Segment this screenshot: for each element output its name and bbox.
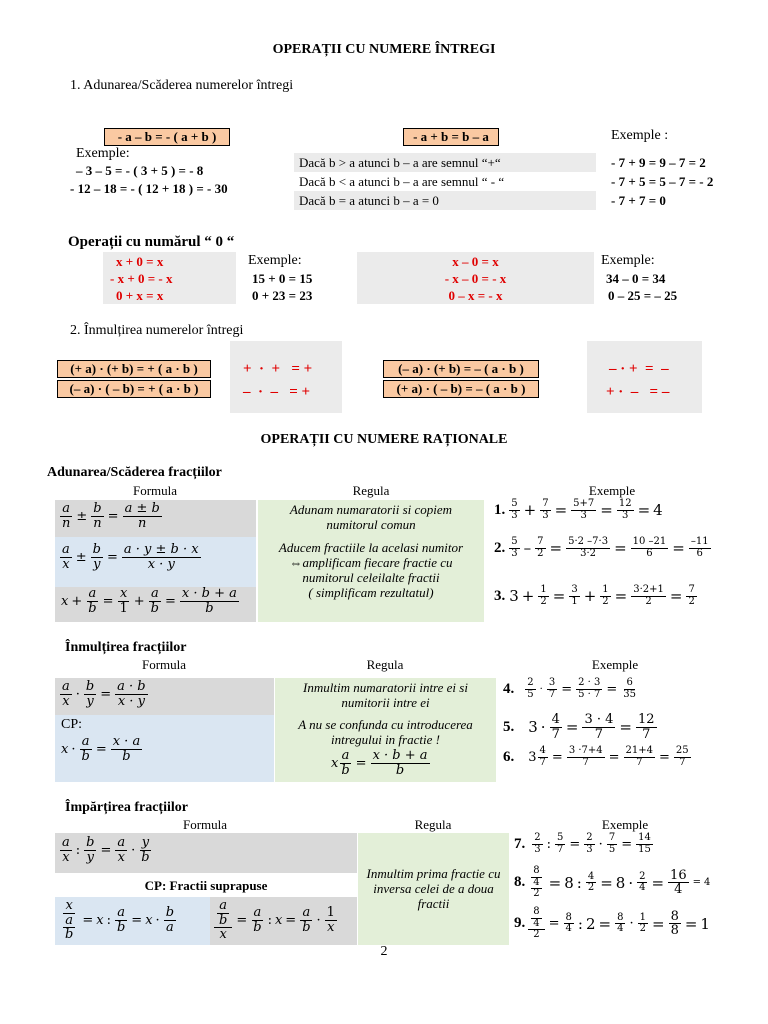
case-row: Dacă b > a atunci b – a are semnul “+“ [294,153,596,172]
sign-rule: – · – = + [243,384,311,400]
formula-cell: CP: x · $\frac{a}{b}$ = $\frac{x \cdot a}{b}$ [55,715,274,782]
section-heading-add-sub: 1. Adunarea/Scăderea numerelor întregi [70,78,294,93]
example-number: 1. [494,501,506,518]
example-2: 2. 5 3 – $\frac{7}{2}$ = $\frac{5\cdot 2 -7\cdot 3}{3\cdot 2}$ = $\frac{10 -21}{6}$ = $\frac{-11}{6}$ [494,536,709,559]
sign-rule: + · – = – [606,384,670,400]
example-number: 6. [503,748,515,765]
example-1: 1. 5 3 + $\frac{7}{3}$ = $\frac{5+7}{3}$ = $\frac{12}{3}$ = 4 [494,498,663,521]
exemple-col-header: Exemple [588,483,636,498]
rule-cell [258,500,484,537]
example-number: 4. [503,680,515,697]
example-line: - 12 – 18 = - ( 12 + 18 ) = - 30 [70,181,228,196]
example-number: 3. [494,587,506,604]
add-fractions-heading: Adunarea/Scăderea fracțiilor [47,465,222,480]
zero-rule: 0 – x = - x [448,288,503,303]
rule-box-neg-a-minus-b: - a – b = - ( a + b ) [104,128,230,146]
formula-cell: x + $\frac{a}{b}$ = $\frac{x}{1}$ + $\frac{a}{b}$ = $\frac{x \cdot b + a}{b}$ [55,587,256,622]
exemple-col-header: Exemple [591,657,639,672]
formula-cell: a n ± $\frac{b}{n}$ = $\frac{a \pm b}{n}$ [55,500,256,537]
rule-text: ⇔amplificam fiecare fractie cu numitorul celeilalte fractii [289,555,453,585]
mul-fractions-heading: Înmulțirea fracțiilor [65,640,187,655]
example-number: 9. [514,915,526,932]
example-8: 8. $\frac{8}{\frac{4}{2}}$ = 8 : $\frac{4}{2}$ = 8 · $\frac{2}{4}$ = $\frac{16}{4}$ = 4 [514,865,711,899]
page-title: OPERAȚII CU NUMERE ÎNTREGI [272,42,496,57]
formula-cell: $\frac{x}{\frac{a}{b}}$ = x : $\frac{a}{b}$ = x · b a [55,897,210,945]
case-row: Dacă b = a atunci b – a = 0 [294,191,596,210]
exemple-label: Exemple: [76,146,130,161]
case-row: Dacă b < a atunci b – a are semnul “ - “ [299,174,505,189]
exemple-label: Exemple: [248,253,302,268]
page-number: 2 [380,944,388,959]
example-line: 15 + 0 = 15 [252,271,313,286]
regula-col-header: Regula [366,657,404,672]
example-number: 8. [514,874,526,891]
rule-text: A nu se confunda cu introducerea intregului in fractie ! [298,717,473,747]
cp-fractions-label: CP: Fractii suprapuse [144,878,268,893]
example-number: 7. [514,835,526,852]
zero-rule: - x + 0 = - x [110,271,173,286]
rule-text: Aducem fractiile la acelasi numitor [278,540,464,555]
example-5: 5. 3 · $\frac{4}{7}$ = $\frac{3 \cdot 4}{7}$ = $\frac{12}{7}$ [503,712,655,742]
rule-cell [275,678,496,715]
example-4: 4. 2 5 · $\frac{3}{7}$ = $\frac{2 \cdot 3}{5 \cdot 7}$ = $\frac{6}{35}$ [503,677,636,700]
example-line: 34 – 0 = 34 [606,271,666,286]
rule-text: Inmultim numaratorii intre ei si numitorii intre ei [303,680,468,710]
example-number: 2. [494,539,506,556]
sign-rule: + · + = + [243,361,313,377]
section-title-rational: OPERAȚII CU NUMERE RAȚIONALE [260,432,508,447]
zero-rule: x + 0 = x [116,254,164,269]
zero-rule: 0 + x = x [116,288,164,303]
formula-cell: $\frac{\frac{a}{b}}{x}$ = $\frac{a}{b}$ : x = $\frac{a}{b}$ · 1 x [210,897,357,945]
rule-text: ( simplificam rezultatul) [308,585,434,600]
zero-rule: - x – 0 = - x [444,271,507,286]
exemple-label: Exemple : [611,128,669,143]
example-7: 7. 2 3 : $\frac{5}{7}$ = $\frac{2}{3}$ · $\frac{7}{5}$ = $\frac{14}{15}$ [514,832,651,855]
regula-col-header: Regula [352,483,390,498]
mul-rule-box: (+ a) · (+ b) = + ( a · b ) [57,360,211,378]
formula-cell: a x · $\frac{b}{y}$ = $\frac{a \cdot b}{x \cdot y}$ [55,678,274,715]
exemple-label: Exemple: [601,253,655,268]
formula-cell: a x : $\frac{b}{y}$ = $\frac{a}{x}$ · y b [55,833,357,873]
rule-text: Inmultim prima fractie cu inversa celei de a doua fractii [366,866,501,911]
mul-rule-box: (– a) · ( – b) = + ( a · b ) [57,380,211,398]
example-3: 3. 3 + $\frac{1}{2}$ = $\frac{3}{1}$ + $\frac{1}{2}$ = $\frac{3\cdot 2+1}{2}$ = $\frac{7}{2}$ [494,584,695,607]
example-6: 6. 3 $\frac{4}{7}$ = $\frac{3 \cdot 7+4}{7}$ = $\frac{21+4}{7}$ = $\frac{25}{7}$ [503,745,689,768]
example-9: 9. $\frac{\frac{8}{4}}{2}$ = $\frac{8}{4}$ : 2 = $\frac{8}{4}$ · $\frac{1}{2}$ = $\frac{8}{8}$ = 1 [514,906,710,940]
case-example: - 7 + 9 = 9 – 7 = 2 [611,155,706,170]
example-number: 5. [503,718,515,735]
example-line: – 3 – 5 = - ( 3 + 5 ) = - 8 [76,163,204,178]
formula-col-header: Formula [141,657,187,672]
div-fractions-heading: Împărțirea fracțiilor [65,800,188,815]
rule-cell [358,833,509,945]
zero-heading: Operații cu numărul “ 0 “ [68,234,235,250]
formula-cell: a x ± $\frac{b}{y}$ = $\frac{a \cdot y \pm b \cdot x}{x \cdot y}$ [55,537,256,587]
formula-col-header: Formula [132,483,178,498]
sign-rule: – · + = – [609,361,669,377]
rule-cell [258,537,484,622]
zero-rule: x – 0 = x [452,254,499,269]
exemple-col-header: Exemple [601,817,649,832]
regula-col-header: Regula [414,817,452,832]
rule-box-neg-a-plus-b: - a + b = b – a [403,128,499,146]
rule-text: Adunam numaratorii si copiem numitorul comun [289,502,453,532]
mul-rule-box: (+ a) · ( – b) = – ( a · b ) [383,380,539,398]
section-heading-mul: 2. Înmulțirea numerelor întregi [70,323,244,338]
case-example: - 7 + 7 = 0 [611,193,666,208]
mul-rule-box: (– a) · (+ b) = – ( a · b ) [383,360,539,378]
formula-col-header: Formula [182,817,228,832]
example-line: 0 + 23 = 23 [252,288,313,303]
cp-label: CP: [61,717,83,732]
example-line: 0 – 25 = – 25 [608,288,678,303]
rule-cell: A nu se confunda cu introducerea intregului in fractie ! x $\frac{a}{b}$ = $\frac{x \cdot b + a}{b}$ [275,715,496,782]
case-example: - 7 + 5 = 5 – 7 = - 2 [611,174,714,189]
